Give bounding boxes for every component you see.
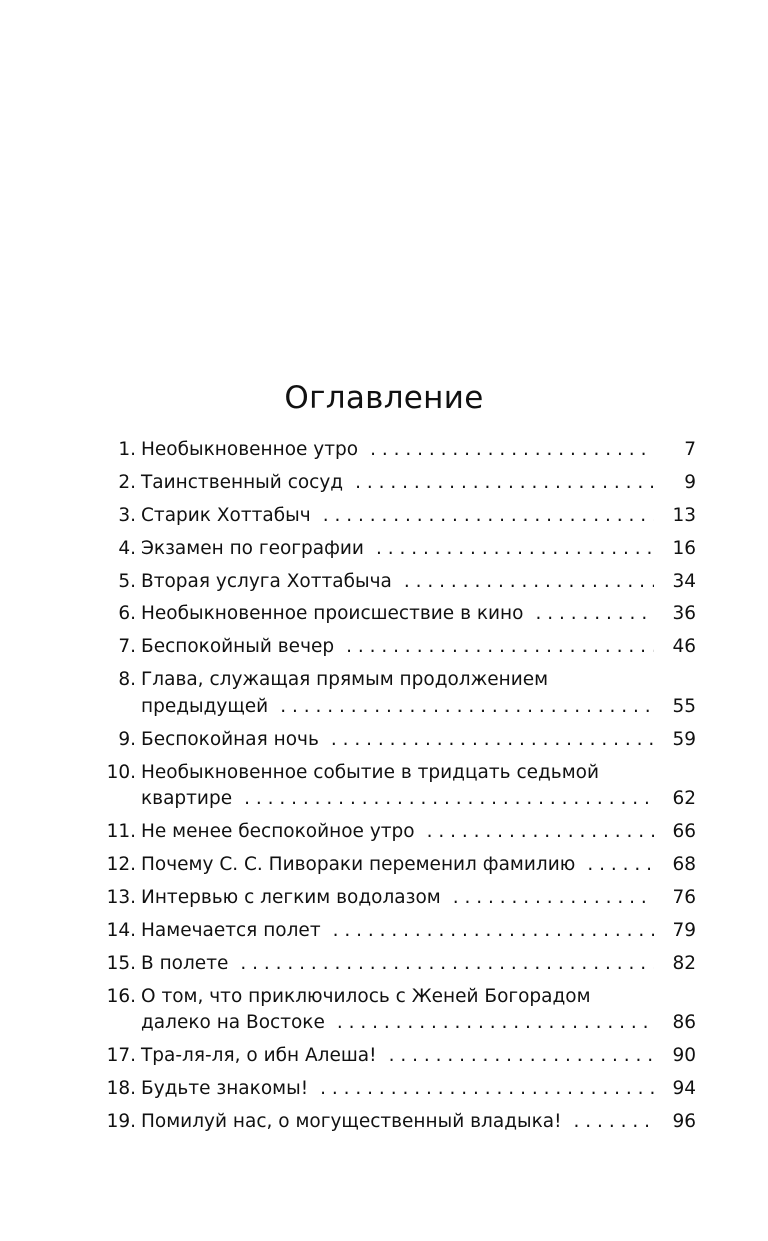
- toc-heading: Оглавление: [284, 380, 484, 416]
- toc-entry-number: 5.: [118, 570, 136, 592]
- toc-entry-page: 68: [672, 854, 696, 875]
- toc-entry-title: Старик Хоттабыч: [141, 504, 311, 526]
- toc-leader-dots: [587, 852, 654, 879]
- toc-entry-page: 55: [672, 695, 696, 717]
- toc-entry-title: В полете: [141, 952, 229, 974]
- toc-entry-page: 82: [672, 952, 696, 974]
- toc-leader-dots: [346, 634, 654, 661]
- toc-entry-title: Таинственный сосуд: [141, 471, 344, 493]
- toc-entry-4[interactable]: [100, 536, 700, 563]
- toc-entry-page: 59: [672, 728, 696, 750]
- toc-entry-page: 9: [684, 471, 696, 493]
- toc-entry-title: Беспокойная ночь: [141, 728, 319, 750]
- toc-entry-number: 13.: [106, 886, 136, 908]
- toc-entry-5[interactable]: [100, 569, 700, 596]
- toc-entry-page: 94: [672, 1077, 696, 1099]
- toc-entry-number: 6.: [118, 603, 136, 625]
- toc-entry-title-line1: Необыкновенное событие в тридцать седьмой: [141, 761, 599, 783]
- toc-entry-number: 15.: [106, 952, 136, 974]
- toc-entry-title-line2: далеко на Востоке: [141, 1012, 325, 1034]
- toc-entry-14[interactable]: [100, 918, 700, 945]
- toc-leader-dots: [244, 786, 654, 813]
- toc-entry-number: 16.: [106, 985, 136, 1007]
- toc-entry-title: Экзамен по географии: [141, 537, 364, 559]
- toc-entry-17[interactable]: [100, 1043, 700, 1070]
- toc-entry-2[interactable]: [100, 470, 700, 497]
- toc-entry-title: Необыкновенное происшествие в кино: [141, 603, 524, 625]
- toc-entry-page: 46: [672, 636, 696, 658]
- toc-entry-page: 62: [672, 788, 696, 810]
- toc-entry-10[interactable]: [100, 760, 700, 813]
- toc-entry-11[interactable]: [100, 819, 700, 846]
- toc-entry-page: 79: [672, 919, 696, 941]
- toc-entry-12[interactable]: [100, 852, 700, 879]
- toc-entry-18[interactable]: [100, 1076, 700, 1103]
- toc-entry-title: Не менее беспокойное утро: [141, 821, 415, 843]
- toc-leader-dots: [574, 1109, 654, 1136]
- toc-entry-7[interactable]: [100, 634, 700, 661]
- toc-entry-title-line1: Глава, служащая прямым продолжением: [141, 669, 549, 691]
- toc-entry-page: 13: [672, 504, 696, 526]
- toc-leader-dots: [370, 437, 654, 464]
- toc-entry-page: 34: [672, 570, 696, 592]
- toc-entry-title: Будьте знакомы!: [141, 1077, 309, 1099]
- toc-entry-number: 9.: [118, 728, 136, 750]
- toc-leader-dots: [333, 918, 654, 945]
- toc-entry-number: 12.: [106, 854, 136, 875]
- toc-leader-dots: [331, 727, 654, 754]
- toc-entry-page: 76: [672, 886, 696, 908]
- toc-entry-page: 36: [672, 603, 696, 625]
- toc-entry-title-line2: квартире: [141, 788, 233, 810]
- toc-entry-6[interactable]: [100, 601, 700, 628]
- toc-entry-number: 14.: [106, 919, 136, 941]
- toc-entry-title: Помилуй нас, о могущественный владыка!: [141, 1110, 562, 1132]
- toc-leader-dots: [355, 470, 654, 497]
- toc-leader-dots: [320, 1076, 654, 1103]
- toc-entry-title: Беспокойный вечер: [141, 636, 335, 658]
- toc-entry-1[interactable]: [100, 437, 700, 464]
- toc-entry-16[interactable]: [100, 984, 700, 1037]
- toc-entry-number: 8.: [118, 669, 136, 691]
- toc-leader-dots: [240, 951, 654, 978]
- toc-leader-dots: [427, 819, 654, 846]
- toc-entry-number: 11.: [106, 821, 136, 843]
- toc-entry-page: 16: [672, 537, 696, 559]
- toc-entry-page: 7: [684, 439, 696, 460]
- toc-entry-3[interactable]: [100, 503, 700, 530]
- toc-entry-13[interactable]: [100, 885, 700, 912]
- toc-entry-title-line1: О том, что приключилось с Женей Богорадом: [141, 985, 591, 1007]
- toc-leader-dots: [376, 536, 654, 563]
- toc-entry-number: 17.: [106, 1045, 136, 1067]
- toc-entry-number: 2.: [118, 471, 136, 493]
- toc-leader-dots: [323, 503, 654, 530]
- toc-leader-dots: [389, 1043, 654, 1070]
- toc-entry-number: 4.: [118, 537, 136, 559]
- toc-entry-number: 3.: [118, 504, 136, 526]
- toc-entry-9[interactable]: [100, 727, 700, 754]
- toc-leader-dots: [337, 1010, 654, 1037]
- toc-entry-number: 19.: [106, 1110, 136, 1132]
- toc-entry-8[interactable]: [100, 667, 700, 720]
- toc-entry-title: Почему С. С. Пивораки переменил фамилию: [141, 854, 576, 875]
- toc-entry-page: 86: [672, 1012, 696, 1034]
- toc-entry-19[interactable]: [100, 1109, 700, 1136]
- toc-entry-number: 7.: [118, 636, 136, 658]
- toc-entry-number: 1.: [118, 439, 136, 460]
- toc-entry-title: Необыкновенное утро: [141, 439, 359, 460]
- toc-leader-dots: [404, 569, 654, 596]
- toc-entry-page: 66: [672, 821, 696, 843]
- toc-entry-page: 96: [672, 1110, 696, 1132]
- toc-list: [100, 437, 700, 1142]
- toc-entry-title: Тра-ля-ля, о ибн Алеша!: [141, 1045, 377, 1067]
- toc-entry-page: 90: [672, 1045, 696, 1067]
- toc-leader-dots: [280, 694, 654, 721]
- toc-leader-dots: [535, 601, 654, 628]
- toc-entry-title: Вторая услуга Хоттабыча: [141, 570, 392, 592]
- toc-entry-15[interactable]: [100, 951, 700, 978]
- toc-entry-number: 18.: [106, 1077, 136, 1099]
- toc-leader-dots: [453, 885, 654, 912]
- toc-entry-title: Намечается полет: [141, 919, 321, 941]
- toc-entry-title-line2: предыдущей: [141, 695, 269, 717]
- toc-entry-title: Интервью с легким водолазом: [141, 886, 441, 908]
- toc-entry-number: 10.: [106, 761, 136, 783]
